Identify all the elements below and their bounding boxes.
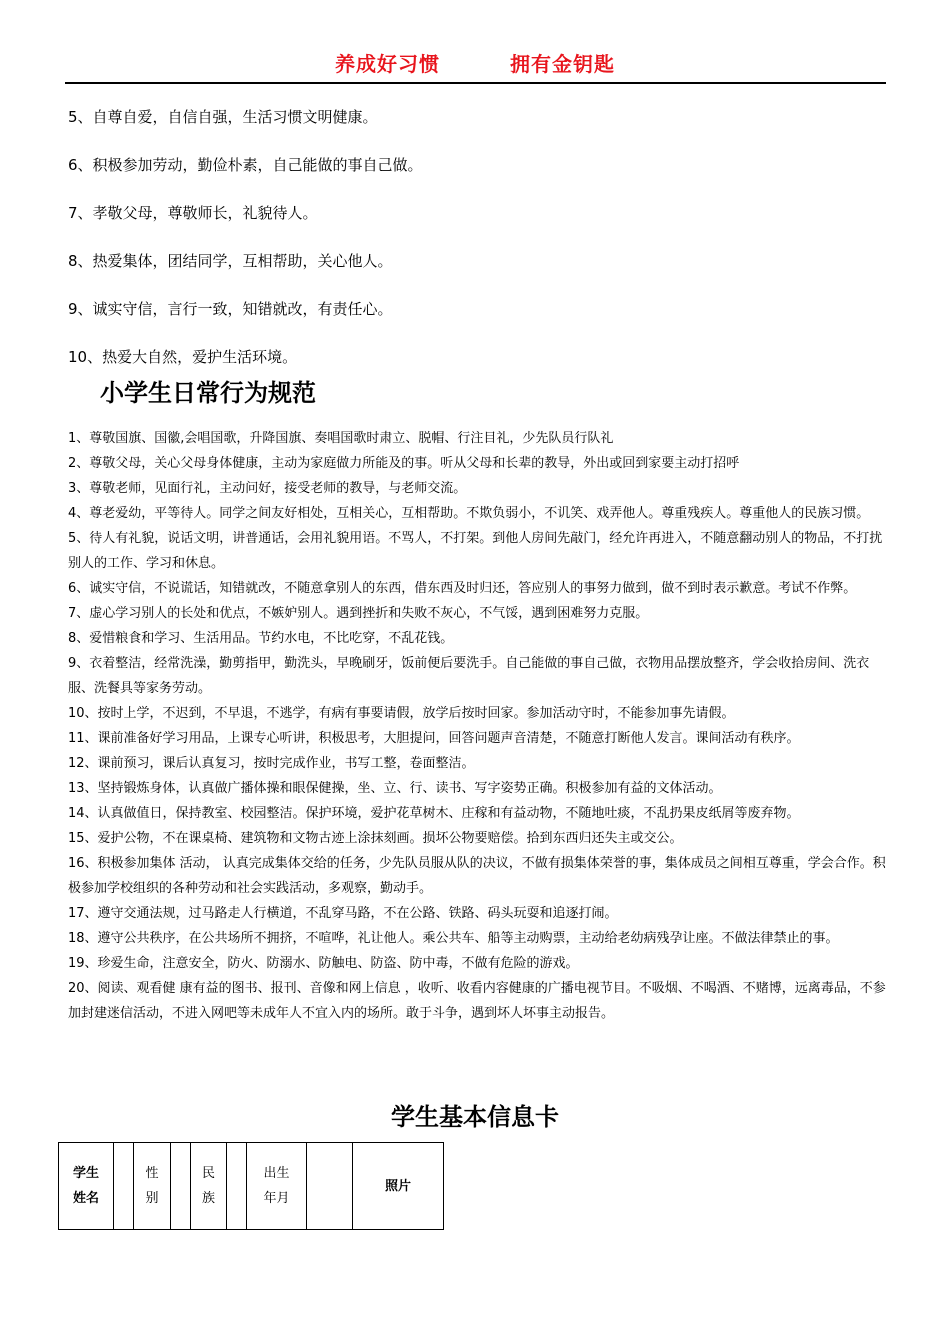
rule-item: 18、遵守公共秩序，在公共场所不拥挤，不喧哗，礼让他人。乘公共车、船等主动购票，主动给老幼病残孕让座。不做法律禁止的事。 bbox=[68, 931, 839, 946]
header-right-slogan: 拥有金钥匙 bbox=[510, 52, 615, 76]
rule-item: 12、课前预习，课后认真复习，按时完成作业，书写工整，卷面整洁。 bbox=[68, 756, 475, 771]
principle-item: 6、积极参加劳动，勤俭朴素，自己能做的事自己做。 bbox=[68, 156, 423, 174]
rule-item: 17、遵守交通法规，过马路走人行横道，不乱穿马路，不在公路、铁路、码头玩耍和追逐打闹。 bbox=[68, 906, 618, 921]
gender-value-cell[interactable] bbox=[171, 1143, 191, 1230]
name-label-line1: 学生 bbox=[72, 1166, 99, 1181]
gender-label-line2: 别 bbox=[145, 1191, 159, 1206]
header-divider bbox=[65, 82, 886, 84]
principle-item: 8、热爱集体，团结同学，互相帮助，关心他人。 bbox=[68, 252, 393, 270]
rule-item: 6、诚实守信，不说谎话，知错就改，不随意拿别人的东西，借东西及时归还，答应别人的事努力做到，做不到时表示歉意。考试不作弊。 bbox=[68, 581, 857, 596]
birth-label-line1: 出生 bbox=[263, 1166, 290, 1181]
ethnic-label-line1: 民 bbox=[201, 1166, 215, 1181]
gender-label-line1: 性 bbox=[145, 1166, 159, 1181]
principles-list bbox=[68, 106, 868, 394]
rule-item: 2、尊敬父母，关心父母身体健康，主动为家庭做力所能及的事。听从父母和长辈的教导，外出或回到家要主动打招呼 bbox=[68, 456, 740, 471]
rule-item: 9、衣着整洁，经常洗澡，勤剪指甲，勤洗头，早晚刷牙，饭前便后要洗手。自己能做的事自己做，衣物用品摆放整齐，学会收拾房间、洗衣服、洗餐具等家务劳动。 bbox=[68, 656, 870, 696]
rules-list bbox=[68, 426, 886, 1026]
rule-item: 15、爱护公物，不在课桌椅、建筑物和文物古迹上涂抹刻画。损坏公物要赔偿。拾到东西归还失主或交公。 bbox=[68, 831, 683, 846]
rule-item: 5、待人有礼貌，说话文明，讲普通话，会用礼貌用语。不骂人，不打架。到他人房间先敲门，经允许再进入，不随意翻动别人的物品，不打扰别人的工作、学习和休息。 bbox=[68, 531, 883, 571]
rules-title: 小学生日常行为规范 bbox=[100, 379, 316, 407]
ethnic-label-line2: 族 bbox=[201, 1191, 215, 1206]
info-card-row bbox=[59, 1143, 444, 1230]
principle-item: 7、孝敬父母，尊敬师长，礼貌待人。 bbox=[68, 204, 318, 222]
rule-item: 10、按时上学，不迟到，不早退，不逃学，有病有事要请假，放学后按时回家。参加活动守时，不能参加事先请假。 bbox=[68, 706, 735, 721]
rule-item: 13、坚持锻炼身体，认真做广播体操和眼保健操，坐、立、行、读书、写字姿势正确。积极参加有益的文体活动。 bbox=[68, 781, 722, 796]
principle-item: 9、诚实守信，言行一致，知错就改，有责任心。 bbox=[68, 300, 393, 318]
rule-item: 19、珍爱生命，注意安全，防火、防溺水、防触电、防盗、防中毒，不做有危险的游戏。 bbox=[68, 956, 579, 971]
header-left-slogan: 养成好习惯 bbox=[335, 52, 440, 76]
birth-label-line2: 年月 bbox=[263, 1191, 290, 1206]
gender-label-cell bbox=[134, 1143, 171, 1230]
name-value-cell[interactable] bbox=[114, 1143, 134, 1230]
rule-item: 3、尊敬老师，见面行礼，主动问好，接受老师的教导，与老师交流。 bbox=[68, 481, 467, 496]
rule-item: 14、认真做值日，保持教室、校园整洁。保护环境，爱护花草树木、庄稼和有益动物，不随地吐痰，不乱扔果皮纸屑等废弃物。 bbox=[68, 806, 800, 821]
page-header bbox=[65, 48, 885, 77]
student-info-card bbox=[58, 1142, 444, 1230]
birth-value-cell[interactable] bbox=[307, 1143, 353, 1230]
info-card-title: 学生基本信息卡 bbox=[391, 1103, 559, 1131]
rule-item: 1、尊敬国旗、国徽,会唱国歌，升降国旗、奏唱国歌时肃立、脱帽、行注目礼，少先队员行队礼 bbox=[68, 431, 614, 446]
rule-item: 8、爱惜粮食和学习、生活用品。节约水电，不比吃穿，不乱花钱。 bbox=[68, 631, 454, 646]
rule-item: 20、阅读、观看健 康有益的图书、报刊、音像和网上信息 ，收听、收看内容健康的广播电视节目。不吸烟、不喝酒、不赌博，远离毒品，不参加封建迷信活动，不进入网吧等未成年人不宜入内的场所。敢于斗争，遇到坏人坏事主动报告。 bbox=[68, 981, 886, 1021]
principle-item: 10、热爱大自然，爱护生活环境。 bbox=[68, 348, 298, 366]
rule-item: 11、课前准备好学习用品，上课专心听讲，积极思考，大胆提问，回答问题声音清楚，不随意打断他人发言。课间活动有秩序。 bbox=[68, 731, 800, 746]
rule-item: 16、积极参加集体 活动， 认真完成集体交给的任务，少先队员服从队的决议，不做有损集体荣誉的事，集体成员之间相互尊重，学会合作。积极参加学校组织的各种劳动和社会实践活动，多观察，勤动手。 bbox=[68, 856, 886, 896]
name-label-line2: 姓名 bbox=[72, 1191, 99, 1206]
rule-item: 4、尊老爱幼，平等待人。同学之间友好相处，互相关心，互相帮助。不欺负弱小，不讥笑、戏弄他人。尊重残疾人。尊重他人的民族习惯。 bbox=[68, 506, 870, 521]
ethnic-label-cell bbox=[191, 1143, 227, 1230]
rule-item: 7、虚心学习别人的长处和优点，不嫉妒别人。遇到挫折和失败不灰心，不气馁，遇到困难努力克服。 bbox=[68, 606, 649, 621]
photo-cell[interactable]: 照片 bbox=[353, 1143, 444, 1230]
principle-item: 5、自尊自爱，自信自强，生活习惯文明健康。 bbox=[68, 108, 378, 126]
name-label-cell bbox=[59, 1143, 114, 1230]
birth-label-cell bbox=[247, 1143, 307, 1230]
ethnic-value-cell[interactable] bbox=[227, 1143, 247, 1230]
